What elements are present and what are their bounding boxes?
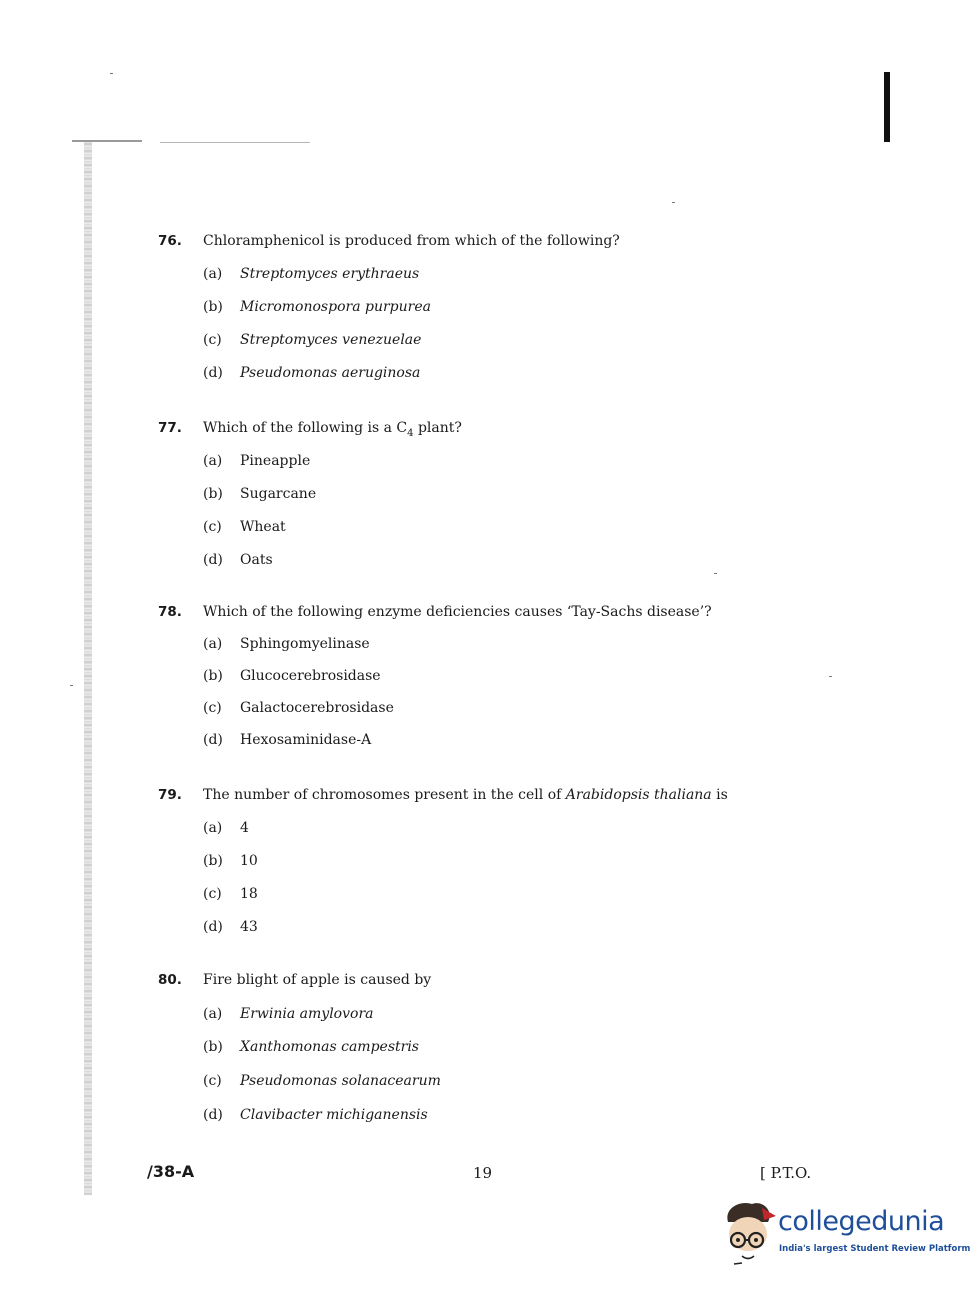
scan-rule-middle xyxy=(160,142,310,143)
option-b xyxy=(203,299,798,332)
option-label: (c) xyxy=(203,700,222,716)
option-text: 18 xyxy=(240,886,258,902)
option-d xyxy=(203,1107,798,1141)
brand-tagline: India's largest Student Review Platform xyxy=(779,1244,971,1254)
question-text: Fire blight of apple is caused by xyxy=(203,972,432,988)
collegedunia-logo[interactable] xyxy=(718,1198,971,1268)
option-text: Clavibacter michiganensis xyxy=(240,1107,428,1123)
option-label: (a) xyxy=(203,453,223,469)
question-text-start: Which of the following is a C xyxy=(203,420,408,436)
option-text: Sphingomyelinase xyxy=(240,636,370,652)
option-text: 10 xyxy=(240,853,258,869)
option-label: (d) xyxy=(203,919,223,935)
option-label: (b) xyxy=(203,853,223,869)
question-number: 77. xyxy=(158,420,182,436)
option-b xyxy=(203,668,798,700)
question-text: Which of the following enzyme deficiencies causes ‘Tay-Sachs disease’? xyxy=(203,604,712,620)
scan-speck xyxy=(672,202,675,203)
option-text: Xanthomonas campestris xyxy=(240,1039,419,1055)
option-label: (d) xyxy=(203,552,223,568)
species-name: Arabidopsis thaliana xyxy=(565,787,712,803)
question-text-start: The number of chromosomes present in the cell of xyxy=(203,787,566,803)
option-text: Pseudomonas aeruginosa xyxy=(240,365,421,381)
option-label: (a) xyxy=(203,266,223,282)
option-d xyxy=(203,365,798,398)
option-d xyxy=(203,732,798,764)
option-text: Pseudomonas solanacearum xyxy=(240,1073,441,1089)
option-label: (c) xyxy=(203,332,222,348)
option-a xyxy=(203,636,798,668)
page-number: 19 xyxy=(473,1164,493,1182)
question-text-end: is xyxy=(711,787,728,803)
option-text: Streptomyces venezuelae xyxy=(240,332,422,348)
option-text: Oats xyxy=(240,552,273,568)
option-label: (b) xyxy=(203,1039,223,1055)
option-b xyxy=(203,1039,798,1073)
question-number: 76. xyxy=(158,233,182,249)
option-b xyxy=(203,853,798,886)
option-text: Streptomyces erythraeus xyxy=(240,266,420,282)
option-text: Sugarcane xyxy=(240,486,317,502)
question-text xyxy=(203,787,728,803)
option-label: (c) xyxy=(203,1073,222,1089)
option-text: Hexosaminidase-A xyxy=(240,732,372,748)
option-c xyxy=(203,1073,798,1107)
option-c xyxy=(203,700,798,732)
option-a xyxy=(203,1006,798,1039)
brand-name: collegedunia xyxy=(778,1206,945,1237)
option-label: (d) xyxy=(203,732,223,748)
question-text xyxy=(203,420,462,439)
question-79 xyxy=(158,787,798,952)
option-label: (a) xyxy=(203,636,223,652)
question-number: 79. xyxy=(158,787,182,803)
subscript: 4 xyxy=(407,427,414,439)
question-text: Chloramphenicol is produced from which of the following? xyxy=(203,233,620,249)
option-a xyxy=(203,453,798,486)
question-text-end: plant? xyxy=(413,420,462,436)
question-80 xyxy=(158,972,798,1141)
option-c xyxy=(203,332,798,365)
option-label: (c) xyxy=(203,519,222,535)
option-text: Galactocerebrosidase xyxy=(240,700,394,716)
option-b xyxy=(203,486,798,519)
option-label: (b) xyxy=(203,486,223,502)
option-text: Pineapple xyxy=(240,453,311,469)
option-text: Wheat xyxy=(240,519,286,535)
option-label: (a) xyxy=(203,1006,223,1022)
question-76 xyxy=(158,233,798,398)
question-number: 78. xyxy=(158,604,182,620)
option-text: 43 xyxy=(240,919,258,935)
scan-speck xyxy=(110,73,113,74)
option-label: (b) xyxy=(203,299,223,315)
option-c xyxy=(203,519,798,552)
mascot-icon xyxy=(718,1198,778,1266)
option-text: 4 xyxy=(240,820,249,836)
option-d xyxy=(203,919,798,952)
scan-speck xyxy=(70,685,73,686)
option-label: (c) xyxy=(203,886,222,902)
option-label: (d) xyxy=(203,365,223,381)
option-text: Erwinia amylovora xyxy=(240,1006,374,1022)
option-label: (b) xyxy=(203,668,223,684)
option-text: Glucocerebrosidase xyxy=(240,668,381,684)
question-78 xyxy=(158,604,798,764)
option-d xyxy=(203,552,798,585)
scan-rule-left xyxy=(72,140,142,142)
registration-bar xyxy=(884,72,890,142)
paper-code: /38-A xyxy=(147,1162,195,1181)
option-c xyxy=(203,886,798,919)
option-text: Micromonospora purpurea xyxy=(240,299,431,315)
question-77 xyxy=(158,420,798,585)
scan-speck xyxy=(829,676,832,677)
option-a xyxy=(203,266,798,299)
scan-edge-artifact xyxy=(84,140,92,1195)
question-number: 80. xyxy=(158,972,182,988)
option-a xyxy=(203,820,798,853)
option-label: (d) xyxy=(203,1107,223,1123)
please-turn-over: [ P.T.O. xyxy=(760,1164,812,1182)
option-label: (a) xyxy=(203,820,223,836)
